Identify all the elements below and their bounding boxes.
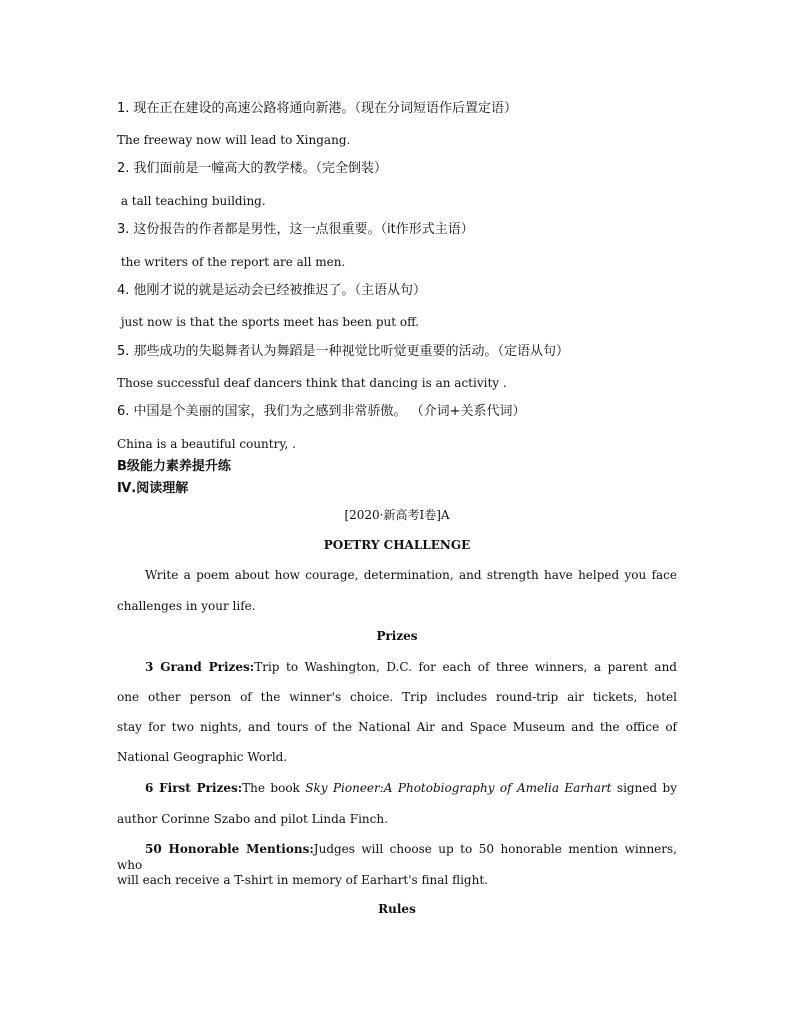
honorable-line-2: will each receive a T-shirt in memory of Earhart's final flight. <box>117 873 488 887</box>
grand-prize-line-1: 3 Grand Prizes:Trip to Washington, D.C. for each of three winners, a parent and <box>145 660 677 674</box>
prizes-heading: Prizes <box>376 629 418 643</box>
answer-6: China is a beautiful country, . <box>117 437 296 451</box>
grand-prize-line-3: stay for two nights, and tours of the National Air and Space Museum and the office of <box>117 720 677 734</box>
question-5: 5. 那些成功的失聪舞者认为舞蹈是一种视觉比听觉更重要的活动。（定语从句） <box>117 344 570 359</box>
rules-heading: Rules <box>378 902 416 916</box>
answer-2: a tall teaching building. <box>117 194 266 208</box>
first-prize-label: 6 First Prizes: <box>145 781 243 795</box>
answer-4: just now is that the sports meet has been put off. <box>117 315 419 329</box>
answer-5: Those successful deaf dancers think that dancing is an activity . <box>117 376 507 390</box>
passage-title: POETRY CHALLENGE <box>323 538 471 552</box>
question-4: 4. 他刚才说的就是运动会已经被推迟了。（主语从句） <box>117 283 427 298</box>
section-level-heading: B级能力素养提升练 <box>117 459 231 474</box>
passage-source: [2020·新高考Ⅰ卷]A <box>344 508 450 522</box>
question-6: 6. 中国是个美丽的国家，我们为之感到非常骄傲。 （介词+关系代词） <box>117 404 526 419</box>
grand-prize-label: 3 Grand Prizes: <box>145 660 255 674</box>
first-prize-line-1: 6 First Prizes:The book Sky Pioneer:A Photobiography of Amelia Earhart signed by <box>145 781 678 795</box>
answer-3: the writers of the report are all men. <box>117 255 346 269</box>
answer-1: The freeway now will lead to Xingang. <box>117 133 351 147</box>
question-1: 1. 现在正在建设的高速公路将通向新港。（现在分词短语作后置定语） <box>117 101 518 116</box>
book-title: Sky Pioneer:A Photobiography of Amelia Earhart <box>305 781 612 795</box>
first-prize-line-2: author Corinne Szabo and pilot Linda Finch. <box>117 812 388 826</box>
intro-line-2: challenges in your life. <box>117 599 256 613</box>
grand-prize-line-2: one other person of the winner's choice. Trip includes round-trip air tickets, hotel <box>117 690 677 704</box>
grand-prize-line-4: National Geographic World. <box>117 750 288 764</box>
honorable-line-1: 50 Honorable Mentions:Judges will choose up to 50 honorable mention winners, who <box>117 842 677 872</box>
honorable-label: 50 Honorable Mentions: <box>145 842 314 856</box>
question-2: 2. 我们面前是一幢高大的教学楼。（完全倒装） <box>117 161 388 176</box>
question-3: 3. 这份报告的作者都是男性，这一点很重要。（it作形式主语） <box>117 222 474 237</box>
section-part-heading: Ⅳ.阅读理解 <box>117 481 189 496</box>
intro-line-1: Write a poem about how courage, determination, and strength have helped you face <box>145 568 677 582</box>
